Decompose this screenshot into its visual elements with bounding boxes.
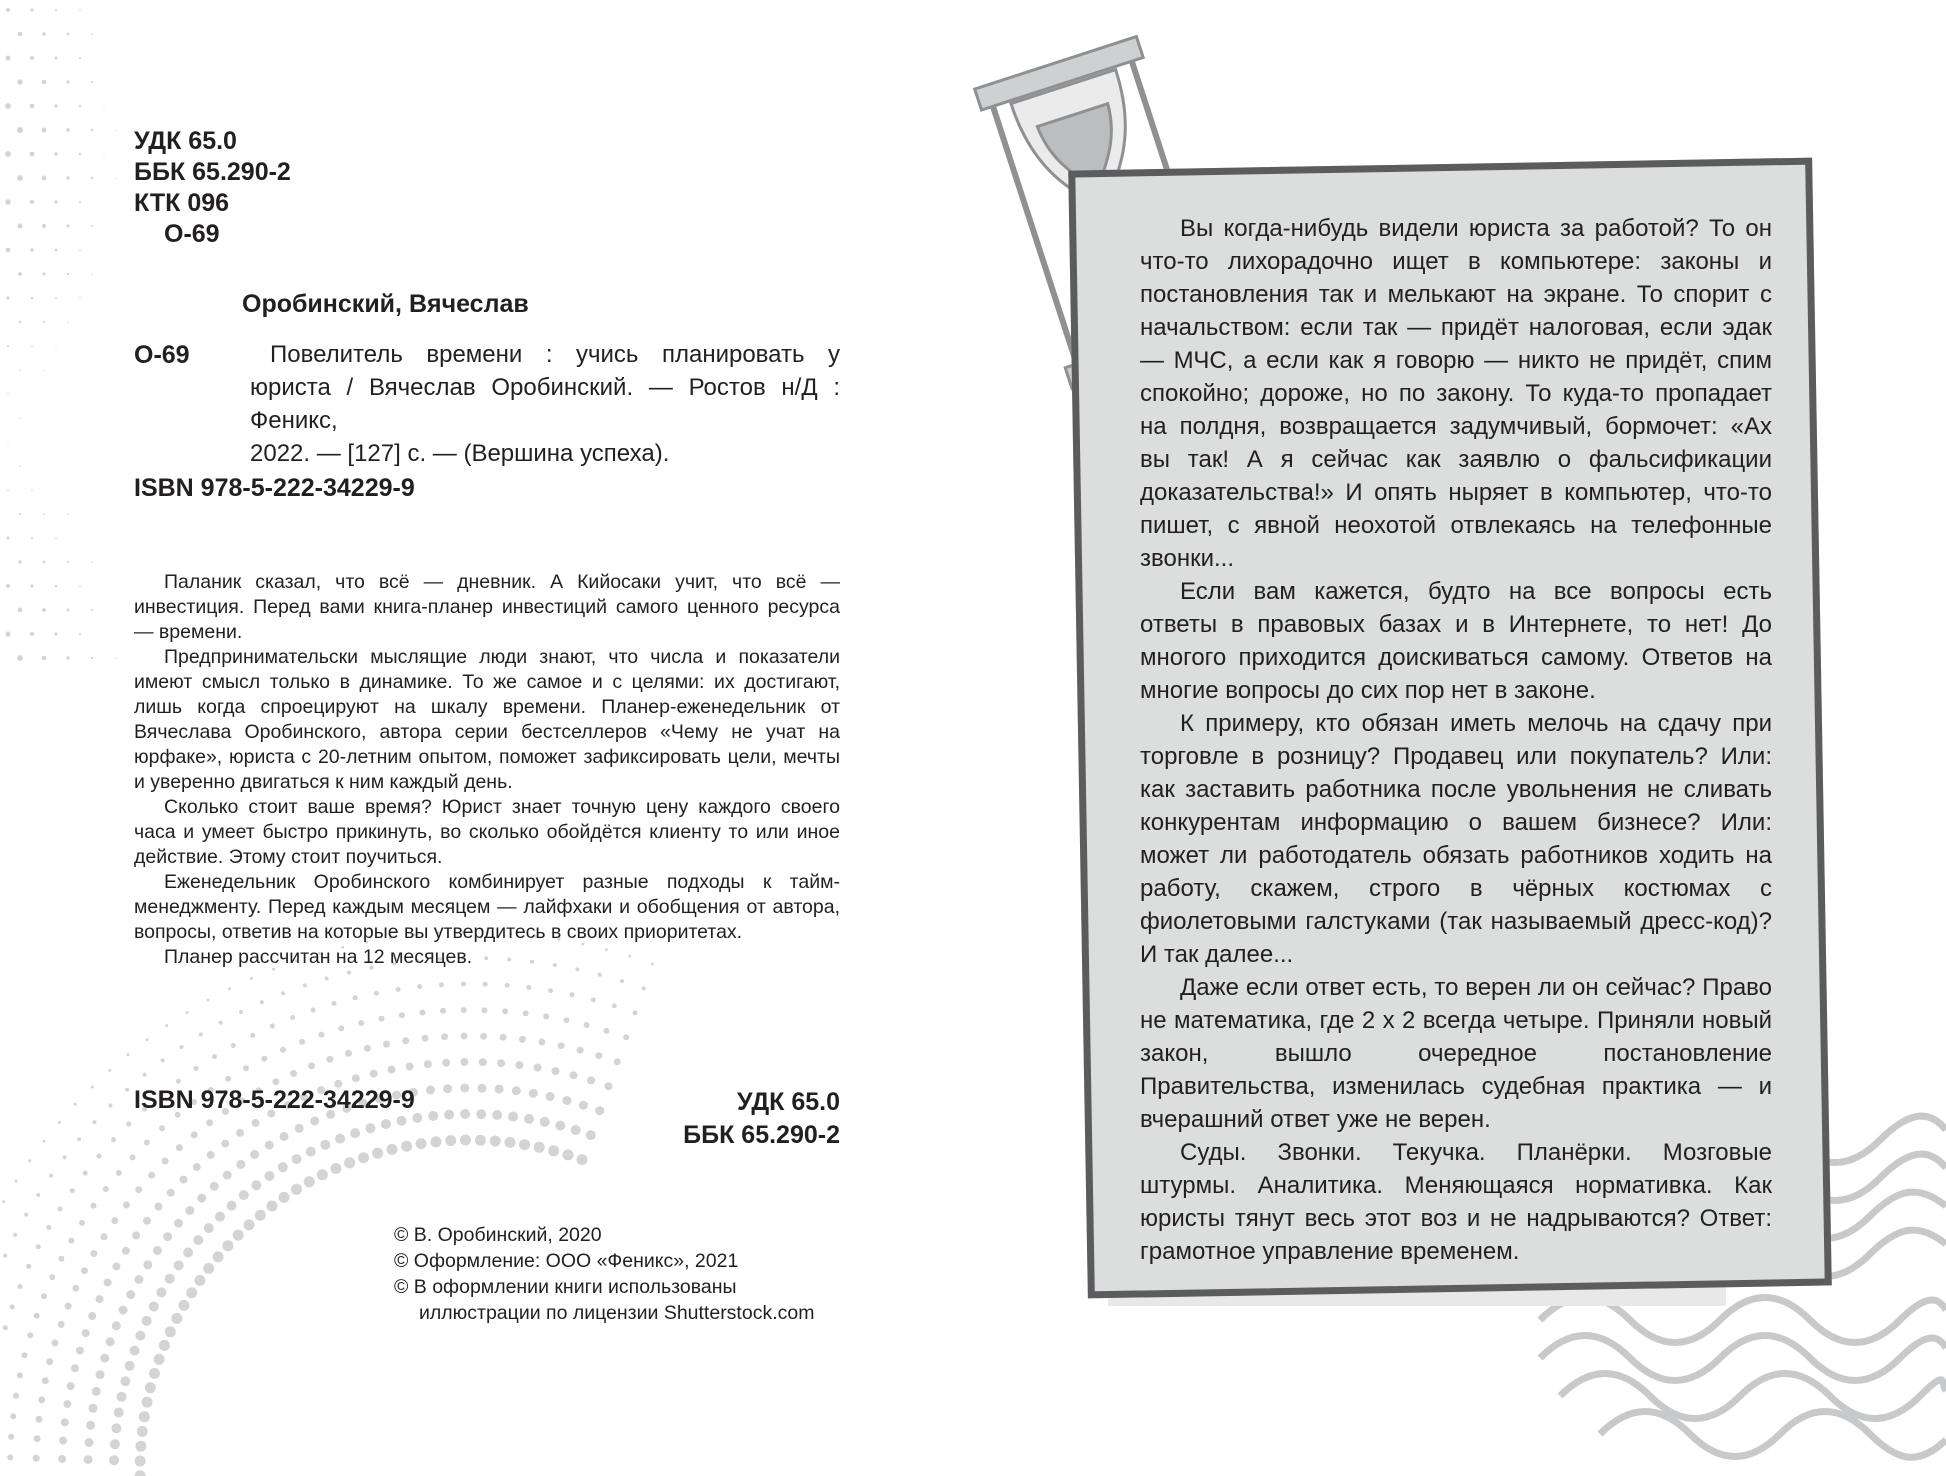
bbk-code: ББК 65.290-2 (134, 158, 291, 186)
panel-paragraph: Если вам кажется, будто на все вопросы есть ответы в правовых базах и в Интернете, то нет! До многого приходится доискиваться самому. Ответов на многие вопросы до сих пор нет в законе. (1140, 578, 1772, 704)
dot-pattern-left (5, 8, 117, 661)
copyright-illustrations-cont: иллюстрации по лицензии Shutterstock.com (419, 1302, 815, 1324)
copyright-author: © В. Оробинский, 2020 (394, 1224, 602, 1246)
panel-paragraph: Суды. Звонки. Текучка. Планёрки. Мозговые штурмы. Аналитика. Меняющаяся нормативка. Как юристы тянут весь этот воз и не надрываются? Ответ: грамотное управление временем. (1140, 1139, 1772, 1265)
author-sign: О-69 (164, 220, 220, 248)
udk-code-bottom: УДК 65.0 (737, 1088, 840, 1116)
dot-arc-pattern (2, 931, 654, 1476)
isbn-top: ISBN 978-5-222-34229-9 (134, 474, 415, 502)
annotation (134, 570, 840, 970)
annotation-paragraph: Сколько стоит ваше время? Юрист знает точную цену каждого своего часа и умеет быстро прикинуть, во сколько обойдётся клиенту то или иное действие. Этому стоит поучиться. (134, 796, 840, 868)
catalog-entry-line2: 2022. — [127] с. — (Вершина успеха). (250, 440, 670, 467)
panel-paragraph: К примеру, кто обязан иметь мелочь на сдачу при торговле в розницу? Продавец или покупатель? Или: как заставить работника после увольнения не сливать конкурентам информацию о вашем бизнесе? Или: может ли работодатель обязать работников ходить на работу, скажем, строго в чёрных костюмах с фиолетовыми галстуками (так называемый дресс-код)? И так далее... (1140, 710, 1772, 968)
copyright-block (394, 1222, 814, 1326)
isbn-bottom: ISBN 978-5-222-34229-9 (134, 1086, 415, 1114)
annotation-paragraph: Планер рассчитан на 12 месяцев. (164, 946, 473, 968)
annotation-paragraph: Еженедельник Оробинского комбинирует разные подходы к тайм-менеджменту. Перед каждым месяцем — лайфхаки и обобщения от автора, вопросы, ответив на которые вы утвердитесь в своих приоритетах. (134, 871, 840, 943)
copyright-design: © Оформление: ООО «Феникс», 2021 (394, 1250, 739, 1272)
catalog-entry (250, 338, 840, 470)
udk-code: УДК 65.0 (134, 127, 237, 155)
bbk-code-bottom: ББК 65.290-2 (683, 1121, 840, 1149)
catalog-entry-line1: Повелитель времени : учись планировать у юриста / Вячеслав Оробинский. — Ростов н/Д : Феникс, (250, 341, 840, 434)
text-panel (1140, 212, 1772, 1268)
panel-paragraph: Вы когда-нибудь видели юриста за работой? То он что-то лихорадочно ищет в компьютере: законы и постановления так и мелькают на экране. То спорит с начальством: если так — придёт налоговая, если эдак — МЧС, а если как я говорю — никто не придёт, спим спокойно; дороже, но по закону. То куда-то пропадает на полдня, возвращается задумчивый, бормочет: «Ах вы так! А я сейчас как заявлю о фальсификации доказательства!» И опять ныряет в компьютер, что-то пишет, с явной неохотой отвлекаясь на телефонные звонки... (1140, 215, 1772, 572)
panel-paragraph: Даже если ответ есть, то верен ли он сейчас? Право не математика, где 2 х 2 всегда четыре. Приняли новый закон, вышло очередное постановление Правительства, изменилась судебная практика — и вчерашний ответ уже не верен. (1140, 974, 1772, 1133)
annotation-paragraph: Паланик сказал, что всё — дневник. А Кийосаки учит, что всё — инвестиция. Перед вами книга-планер инвестиций самого ценного ресурса — времени. (134, 571, 840, 643)
classification-codes (134, 126, 291, 250)
catalog-author-sign: О-69 (134, 341, 190, 369)
copyright-illustrations: © В оформлении книги использованы (394, 1276, 737, 1298)
bottom-classification-codes (620, 1086, 840, 1152)
ktk-code: КТК 096 (134, 189, 230, 217)
author-heading: Оробинский, Вячеслав (242, 290, 529, 318)
annotation-paragraph: Предпринимательски мыслящие люди знают, что числа и показатели имеют смысл только в динамике. То же самое и с целями: их достигают, лишь когда спроецируют на шкалу времени. Планер-еженедельник от Вячеслава Оробинского, автора серии бестселлеров «Чему не учат на юрфаке», юриста с 20-летним опытом, поможет зафиксировать цели, мечты и уверенно двигаться к ним каждый день. (134, 646, 840, 793)
